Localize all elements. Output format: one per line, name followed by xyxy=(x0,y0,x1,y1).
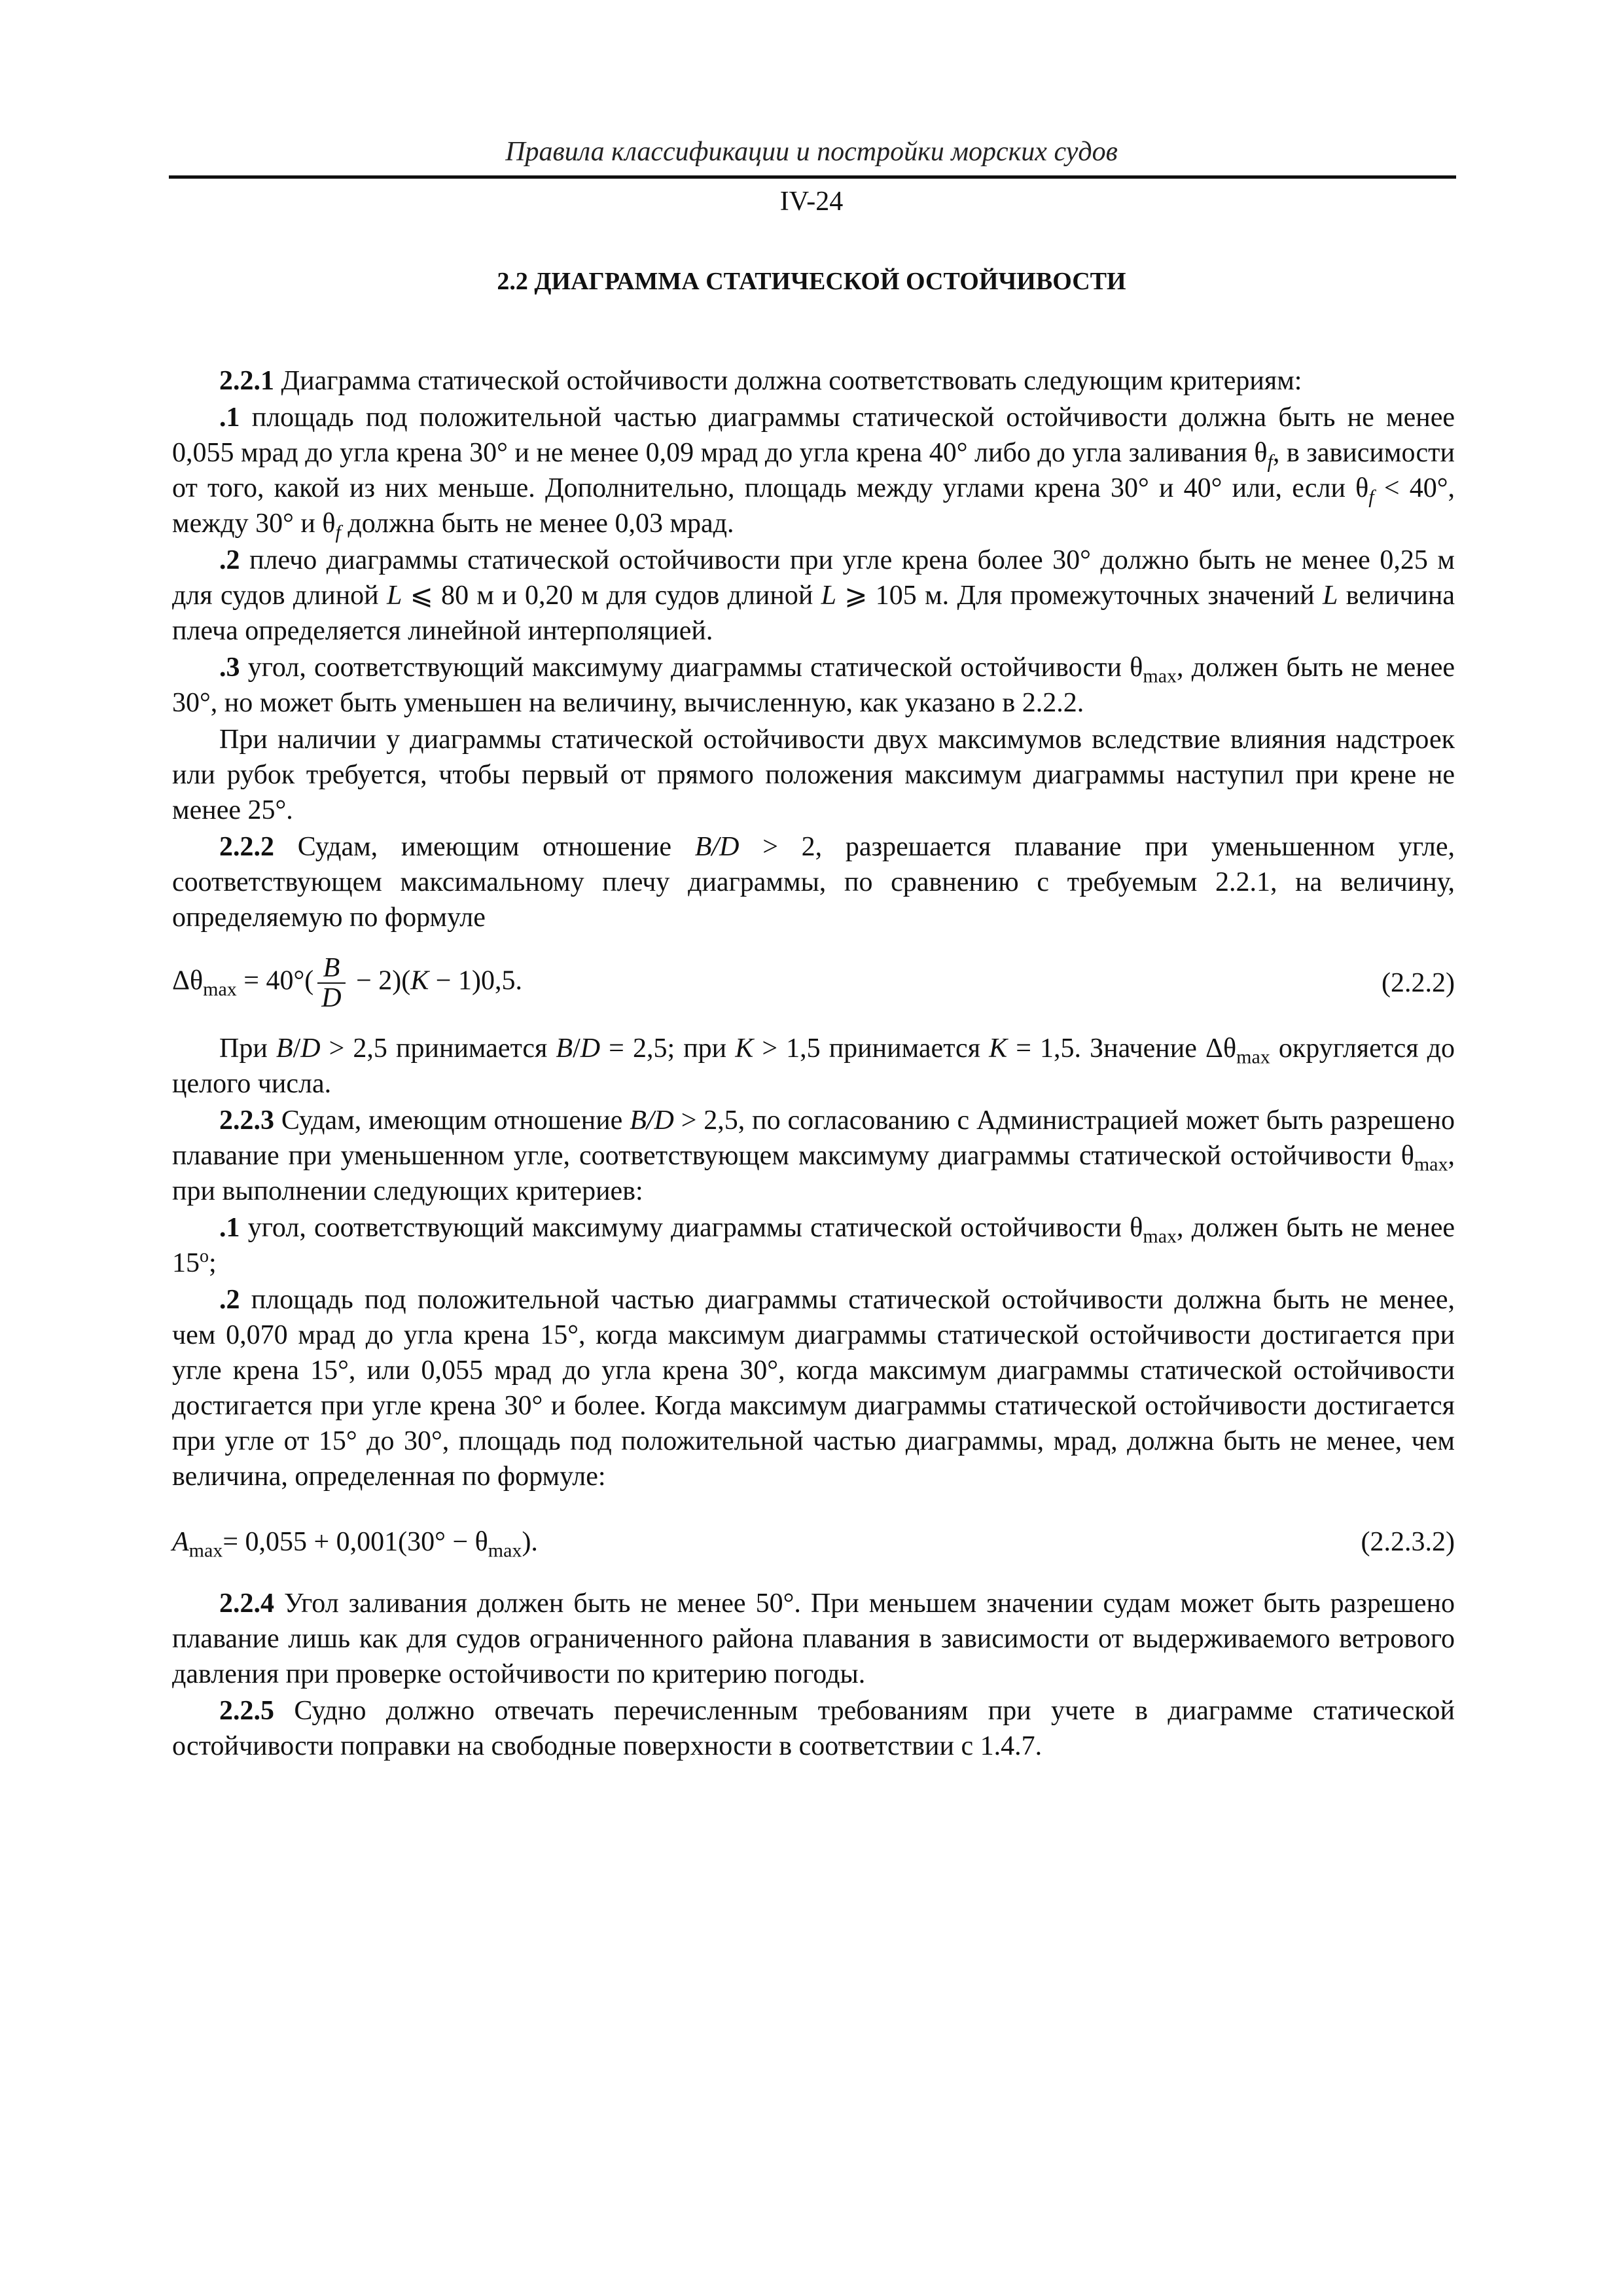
running-title: Правила классификации и постройки морских судов xyxy=(505,137,1118,167)
paragraph-2-2-3: 2.2.3 Судам, имеющим отношение B/D > 2,5, по согласованию с Администрацией может быть разрешено плавание при уменьшенном угле, соответствующем максимуму диаграммы статической остойчивости $\theta_{max}$, при выполнении следующих критериев: xyxy=(172,1105,1455,1206)
variable: B/D xyxy=(694,832,740,862)
paragraph-2-2-4: 2.2.4 Угол заливания должен быть не менее 50°. При меньшем значении судам может быть разрешено плавание лишь как для судов ограниченного района плавания в зависимости от выдерживаемого ветрового давления при проверке остойчивости по критерию погоды. xyxy=(172,1588,1455,1689)
clause-number: 2.2.5 xyxy=(219,1696,274,1726)
subscript: max xyxy=(1143,665,1177,687)
formula-expression: $\Delta\theta_{max} = 40^\circ$( $\frac{B}{D}$ − 2)(K − 1)0,5. xyxy=(172,953,522,1013)
item-number: .3 xyxy=(219,653,240,683)
clause-text: Диаграмма статической остойчивости должна соответствовать следующим критериям: xyxy=(274,366,1302,396)
item-text: угол, соответствующий максимуму диаграммы статической остойчивости θ xyxy=(240,653,1143,683)
variable: L xyxy=(821,581,836,611)
subscript: f xyxy=(1368,486,1374,508)
item-number: .1 xyxy=(219,403,240,433)
paragraph-2-2-3-item-2: .2 площадь под положительной частью диаграммы статической остойчивости должна быть не менее, чем 0,070 мрад до угла крена 15°, когда максимум диаграммы статической остойчивости достигается при угле крена 15°, или 0,055 мрад до угла крена 30°, когда максимум диаграммы статической остойчивости достигается при угле крена 30° и более. Когда максимум диаграммы статической остойчивости достигается при угле от 15° до 30°, площадь под положительной частью диаграммы, мрад, должна быть не менее, чем величина, определенная по формуле: xyxy=(172,1285,1455,1492)
item-text: величина плеча определяется линейной интерполяцией. xyxy=(172,581,1455,646)
formula-label: (2.2.3.2) xyxy=(1361,1527,1455,1557)
clause-number: 2.2.3 xyxy=(219,1105,274,1136)
variable: B/D xyxy=(630,1105,674,1136)
paragraph-limits: При B/D > 2,5 принимается B/D = 2,5; при K > 1,5 принимается K = 1,5. Значение $\Delta\theta_{max}$ округляется до целого числа. xyxy=(172,1033,1455,1099)
paragraph-2-2-5: 2.2.5 Судно должно отвечать перечисленным требованиям при учете в диаграмме статической остойчивости поправки на свободные поверхности в соответствии с 1.4.7. xyxy=(172,1696,1455,1761)
paragraph-2-2-1-item-3 xyxy=(172,650,1455,721)
clause-number: 2.2.1 xyxy=(219,366,274,396)
paragraph-2-2-1-item-1 xyxy=(172,400,1455,541)
item-number: .2 xyxy=(219,1285,240,1315)
item-number: .2 xyxy=(219,545,240,575)
item-text: ⩽ 80 м и 0,20 м для судов длиной xyxy=(402,581,821,611)
fraction-b-over-d: $\frac{B}{D}$ xyxy=(317,954,345,1013)
variable: L xyxy=(1322,581,1338,611)
clause-text: Судам, имеющим отношение xyxy=(274,832,695,862)
variable: L xyxy=(386,581,402,611)
formula-label: (2.2.2) xyxy=(1382,968,1455,998)
clause-text: > 2, разрешается плавание при уменьшенном угле, соответствующем максимальному плечу диаграммы, по сравнению с требуемым 2.2.1, на величину, определяемую по формуле xyxy=(172,832,1455,933)
item-text: < 40°, между 30° и θ xyxy=(172,473,1455,539)
subscript: f xyxy=(335,521,341,543)
item-text: должна быть не менее 0,03 мрад. xyxy=(340,509,734,539)
paragraph-2-2-1-item-2 xyxy=(172,543,1455,649)
paragraph-2-2-1 xyxy=(172,363,1455,399)
item-text: ⩾ 105 м. Для промежуточных значений xyxy=(836,581,1323,611)
paragraph-2-2-2 xyxy=(172,829,1455,935)
page-number: IV-24 xyxy=(779,187,844,217)
paragraph-2-2-3-item-1: .1 угол, соответствующий максимуму диаграммы статической остойчивости $\theta_{max}$, должен быть не менее $15^о$; xyxy=(172,1213,1455,1278)
formula-2-2-3-2 xyxy=(172,1524,1455,1560)
formula-2-2-2 xyxy=(172,954,1455,1013)
item-number: .1 xyxy=(219,1213,240,1243)
item-text: плечо диаграммы статической остойчивости при угле крена более 30° должно быть не менее 0,25 м для судов длиной xyxy=(172,545,1455,611)
item-text: площадь под положительной частью диаграммы статической остойчивости должна быть не менее 0,055 мрад до угла крена 30° и не менее 0,09 мрад до угла крена 40° либо до угла заливания θ xyxy=(172,403,1455,468)
header-rule xyxy=(169,175,1456,179)
subscript: f xyxy=(1267,450,1273,473)
paragraph-two-maxima: При наличии у диаграммы статической остойчивости двух максимумов вследствие влияния надстроек или рубок требуется, чтобы первый от прямого положения максимум диаграммы наступил при крене не менее 25°. xyxy=(172,725,1455,825)
clause-number: 2.2.4 xyxy=(219,1588,274,1619)
section-title: 2.2 ДИАГРАММА СТАТИЧЕСКОЙ ОСТОЙЧИВОСТИ xyxy=(497,268,1126,295)
formula-expression: $A_{max}= 0,055 + 0,001(30^\circ - \theta_{max})$. xyxy=(172,1527,538,1562)
item-text: , должен быть не менее 30°, но может быть уменьшен на величину, вычисленную, как указано в 2.2.2. xyxy=(172,653,1455,718)
clause-number: 2.2.2 xyxy=(219,832,274,862)
item-text: , в зависимости от того, какой из них меньше. Дополнительно, площадь между углами крена 30° и 40° или, если θ xyxy=(172,438,1455,503)
body-text xyxy=(172,363,1455,1764)
